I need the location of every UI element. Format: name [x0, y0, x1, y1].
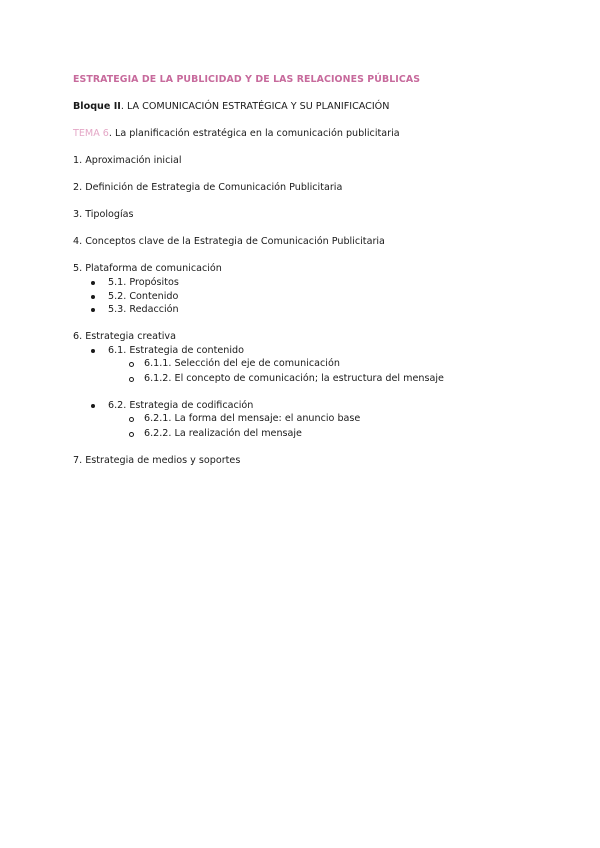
section-7: 7. Estrategia de medios y soportes	[73, 455, 241, 467]
tema-title: . La planificación estratégica en la comunicación publicitaria	[108, 128, 400, 139]
subsection-6-1-list	[108, 357, 543, 386]
subsection-6-2	[73, 399, 543, 442]
section-5: 5. Plataforma de comunicación	[73, 263, 222, 274]
block-title: . LA COMUNICACIÓN ESTRATÉGICA Y SU PLANIFICACIÓN	[120, 101, 390, 112]
tema-heading	[73, 127, 543, 141]
list-item: 6.2.1. La forma del mensaje: el anuncio base	[108, 412, 543, 427]
list-item: 6.2.2. La realización del mensaje	[108, 427, 543, 442]
tema-tag: TEMA 6	[73, 128, 109, 139]
section-5-list	[73, 276, 543, 317]
bullet-icon	[91, 281, 95, 285]
section-4: 4. Conceptos clave de la Estrategia de Comunicación Publicitaria	[73, 236, 385, 247]
list-item: 6.1.2. El concepto de comunicación; la estructura del mensaje	[108, 372, 543, 387]
subsection-6-1-label: 6.1. Estrategia de contenido	[108, 344, 244, 356]
bullet-icon	[91, 404, 95, 408]
section-1: 1. Aproximación inicial	[73, 155, 182, 166]
block-label: Bloque II	[73, 101, 121, 112]
circle-bullet-icon	[129, 362, 134, 367]
subsection-6-2-label: 6.2. Estrategia de codificación	[108, 399, 254, 411]
bullet-icon	[91, 308, 95, 312]
section-3: 3. Tipologías	[73, 209, 134, 220]
block-heading	[73, 100, 543, 114]
list-item: 5.3. Redacción	[73, 303, 543, 317]
circle-bullet-icon	[129, 377, 134, 382]
bullet-icon	[91, 349, 95, 353]
circle-bullet-icon	[129, 432, 134, 437]
document-page	[73, 73, 543, 468]
subsection-6-2-list	[108, 412, 543, 441]
section-2: 2. Definición de Estrategia de Comunicación Publicitaria	[73, 182, 343, 193]
list-item: 5.1. Propósitos	[73, 276, 543, 290]
circle-bullet-icon	[129, 417, 134, 422]
document-title: ESTRATEGIA DE LA PUBLICIDAD Y DE LAS RELACIONES PÚBLICAS	[73, 74, 421, 85]
section-6: 6. Estrategia creativa	[73, 330, 176, 342]
list-item: 5.2. Contenido	[73, 290, 543, 304]
subsection-6-1	[73, 344, 543, 387]
list-item: 6.1.1. Selección del eje de comunicación	[108, 357, 543, 372]
bullet-icon	[91, 295, 95, 299]
